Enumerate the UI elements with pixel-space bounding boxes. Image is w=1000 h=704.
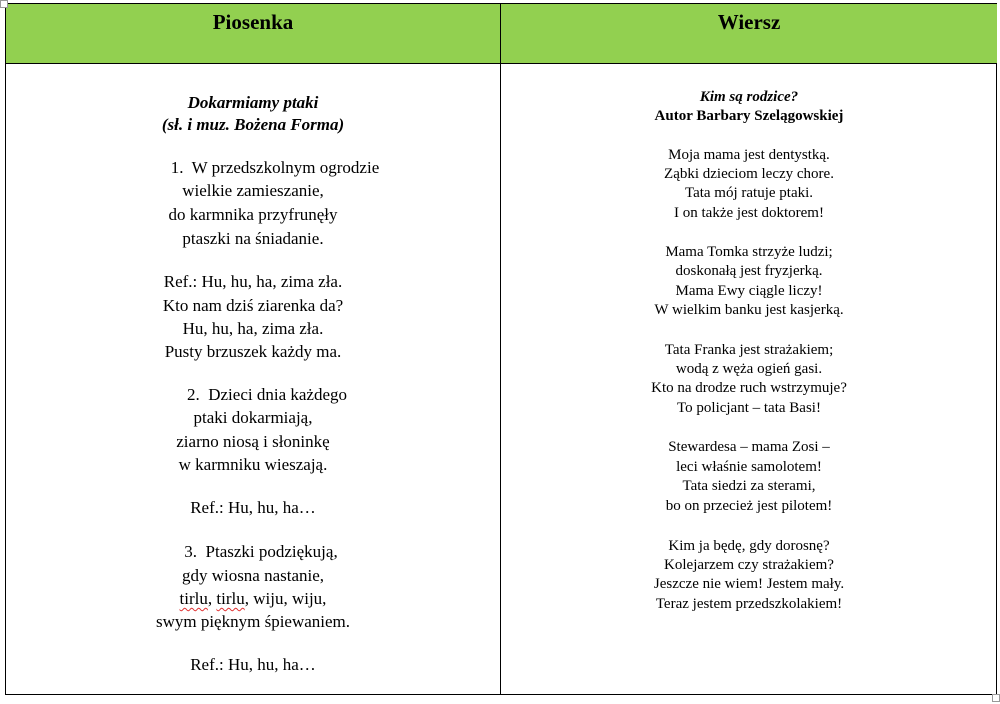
song-line: 3. Ptaszki podziękują, (184, 542, 338, 561)
poems-table (5, 3, 997, 695)
header-divider (6, 63, 996, 64)
poem-author: Autor Barbary Szelągowskiej (654, 108, 844, 124)
poem-line: Moja mama jest dentystką. (668, 147, 830, 163)
poem-line: wodą z węża ogień gasi. (675, 361, 823, 377)
header-piosenka (6, 4, 500, 63)
misspelled-word: tirlu (216, 589, 245, 608)
song-title: Dokarmiamy ptaki (187, 93, 319, 112)
poem-line: Mama Tomka strzyże ludzi; (665, 244, 833, 260)
song-line: swym pięknym śpiewaniem. (155, 612, 351, 631)
header-wiersz-text: Wiersz (717, 10, 781, 34)
song-refrain-line: Pusty brzuszek każdy ma. (164, 342, 342, 361)
poem-line: Stewardesa – mama Zosi – (668, 439, 830, 455)
poem-line: doskonałą jest fryzjerką. (675, 263, 823, 279)
song-refrain-line: Hu, hu, ha, zima zła. (182, 319, 324, 338)
poem-line: Kto na drodze ruch wstrzymuje? (651, 380, 847, 396)
misspelled-word: tirlu (179, 589, 208, 608)
song-line: w karmniku wieszają. (178, 455, 328, 474)
poem-line: leci właśnie samolotem! (676, 459, 822, 475)
poem-line: Kim ja będę, gdy dorosnę? (668, 538, 830, 554)
song-refrain-line: Ref.: Hu, hu, ha, zima zła. (163, 272, 343, 291)
poem-title: Kim są rodzice? (699, 89, 799, 105)
song-refrain-line: Ref.: Hu, hu, ha… (190, 655, 316, 674)
poem-line: Tata siedzi za sterami, (682, 478, 816, 494)
poem-line: Tata mój ratuje ptaki. (684, 185, 814, 201)
song-line-part: , wiju, wiju, (244, 589, 327, 608)
song-line-part: , (207, 589, 217, 608)
song-line: gdy wiosna nastanie, (181, 566, 325, 585)
song-line: ptaki dokarmiają, (193, 408, 313, 427)
poem-line: Mama Ewy ciągle liczy! (675, 283, 823, 299)
header-piosenka-text: Piosenka (212, 10, 294, 34)
table-move-handle[interactable] (0, 0, 8, 8)
poem-line: I on także jest doktorem! (674, 205, 824, 221)
poem-line: To policjant – tata Basi! (677, 400, 821, 416)
poem-line: bo on przecież jest pilotem! (665, 498, 833, 514)
poem-line: Teraz jestem przedszkolakiem! (655, 596, 843, 612)
song-line: wielkie zamieszanie, (182, 181, 324, 200)
header-wiersz (501, 4, 997, 63)
table-resize-handle[interactable] (992, 694, 1000, 702)
poem-line: Tata Franka jest strażakiem; (664, 342, 834, 358)
poem-line: W wielkim banku jest kasjerką. (654, 302, 844, 318)
poem-line: Kolejarzem czy strażakiem? (664, 557, 834, 573)
song-credits: (sł. i muz. Bożena Forma) (161, 115, 345, 134)
song-line: 2. Dzieci dnia każdego (186, 385, 347, 404)
song-line: 1. W przedszkolnym ogrodzie (170, 158, 380, 177)
song-line: do karmnika przyfrunęły (168, 205, 338, 224)
song-refrain-line: Kto nam dziś ziarenka da? (162, 296, 344, 315)
song-line: ptaszki na śniadanie. (182, 229, 324, 248)
song-refrain-line: Ref.: Hu, hu, ha… (190, 498, 316, 517)
poem-line: Ząbki dzieciom leczy chore. (664, 166, 834, 182)
poem-line: Jeszcze nie wiem! Jestem mały. (653, 576, 845, 592)
song-line-spellcheck (6, 588, 500, 610)
song-line: ziarno niosą i słoninkę (176, 432, 330, 451)
